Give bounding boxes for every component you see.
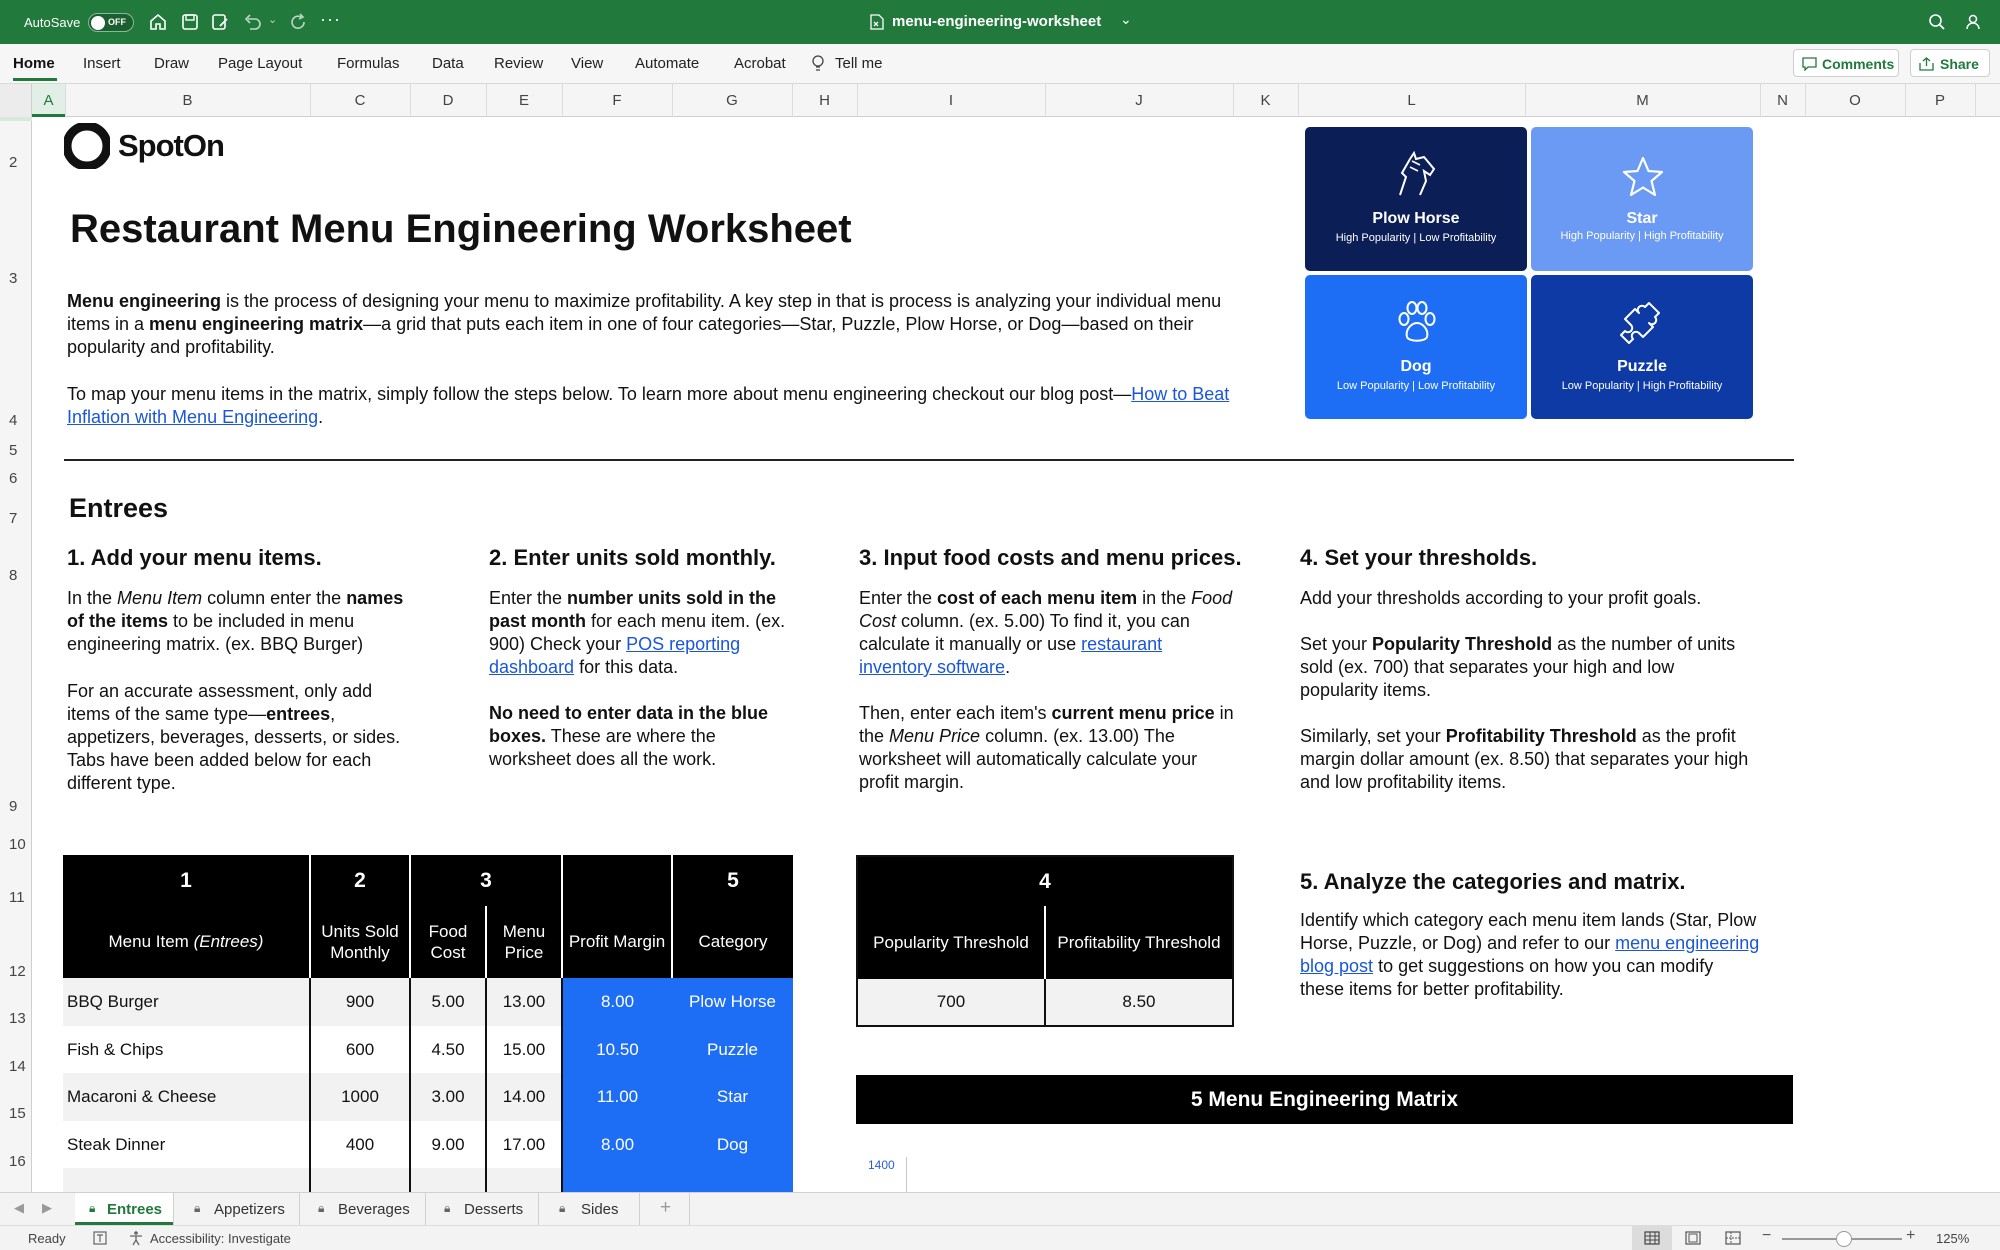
- table-step-number-row: [63, 855, 793, 906]
- header-menu-item[interactable]: Menu Item (Entrees): [63, 906, 310, 978]
- sheet-tab-entrees[interactable]: 🔒︎ Entrees: [75, 1193, 173, 1225]
- row-header[interactable]: 11: [9, 889, 25, 906]
- column-header[interactable]: O: [1849, 92, 1861, 109]
- page-break-view-icon[interactable]: [1725, 1231, 1741, 1245]
- header-profit-margin[interactable]: Profit Margin: [562, 906, 672, 978]
- tab-formulas[interactable]: Formulas: [337, 55, 400, 72]
- undo-dropdown-icon[interactable]: ⌄: [268, 14, 278, 26]
- row-header[interactable]: 7: [9, 510, 18, 527]
- column-header[interactable]: F: [612, 92, 622, 109]
- header-menu-price[interactable]: Menu Price: [486, 906, 562, 978]
- section-divider: [64, 459, 1794, 461]
- cell-menu-price[interactable]: 14.00: [486, 1073, 562, 1121]
- column-header[interactable]: A: [43, 92, 54, 109]
- cell-profit-margin[interactable]: 8.00: [562, 1121, 672, 1168]
- table-row: [63, 1073, 793, 1121]
- step-1-text: In the Menu Item column enter the names of the items to be included in menu engineering matrix. (ex. BBQ Burger): [67, 588, 404, 654]
- paw-icon: [1394, 299, 1440, 345]
- table-row: [63, 1026, 793, 1073]
- tile-title: Star: [1626, 210, 1658, 227]
- step-1-text-2: For an accurate assessment, only add items of the same type—entrees, appetizers, beverages, desserts, or sides. Tabs have been added below for each different type.: [67, 681, 401, 793]
- cell-units-sold[interactable]: 600: [310, 1026, 410, 1073]
- tab-data[interactable]: Data: [432, 55, 464, 72]
- row-header[interactable]: 16: [9, 1153, 26, 1170]
- cell-category[interactable]: Dog: [672, 1121, 793, 1168]
- tile-subtitle: High Popularity | High Profitability: [1560, 230, 1724, 242]
- column-header[interactable]: D: [442, 92, 454, 109]
- tile-title: Plow Horse: [1372, 210, 1460, 227]
- file-name: menu-engineering-worksheet: [892, 13, 1102, 30]
- search-icon[interactable]: [1928, 13, 1946, 31]
- header-profitability-threshold[interactable]: Profitability Threshold: [1057, 932, 1221, 952]
- tab-view[interactable]: View: [571, 55, 604, 72]
- next-sheet-icon[interactable]: ▶: [42, 1200, 52, 1215]
- macro-record-icon[interactable]: [92, 1230, 108, 1246]
- cell-menu-item[interactable]: Fish & Chips: [63, 1026, 310, 1073]
- step-2-text-2: No need to enter data in the blue boxes. These are where the worksheet does all the work.: [489, 703, 769, 769]
- matrix-y-axis: [906, 1157, 907, 1192]
- thresholds-step-number-row: [857, 856, 1233, 906]
- lock-icon: 🔒︎: [559, 1201, 566, 1215]
- lightbulb-icon: [811, 54, 825, 74]
- cell-profit-margin[interactable]: 11.00: [562, 1073, 672, 1121]
- step-5-heading: 5. Analyze the categories and matrix.: [1300, 869, 1686, 894]
- status-ready: Ready: [28, 1231, 66, 1246]
- horse-icon: [1390, 151, 1442, 197]
- step-1-heading: 1. Add your menu items.: [67, 545, 322, 570]
- header-food-cost[interactable]: Food Cost: [410, 906, 486, 978]
- tile-subtitle: Low Popularity | High Profitability: [1561, 380, 1723, 392]
- accessibility-status[interactable]: Accessibility: Investigate: [150, 1231, 291, 1246]
- grid-view-icon: [1644, 1231, 1660, 1245]
- matrix-title: 5 Menu Engineering Matrix: [856, 1075, 1793, 1124]
- sheet-tab-desserts[interactable]: 🔒︎ Desserts: [444, 1201, 524, 1218]
- tile-subtitle: Low Popularity | Low Profitability: [1336, 380, 1496, 392]
- tile-subtitle: High Popularity | Low Profitability: [1335, 232, 1497, 244]
- row-header[interactable]: 10: [9, 836, 26, 853]
- tab-insert[interactable]: Insert: [83, 55, 121, 72]
- row-header[interactable]: 8: [9, 567, 18, 584]
- dog-tile: [1305, 275, 1527, 419]
- autosave-toggle[interactable]: OFF: [88, 13, 134, 32]
- worksheet-grid[interactable]: [32, 117, 2000, 1192]
- step-2-text: Enter the number units sold in the past month for each menu item. (ex. 900) Check your POS reporting dashboard for this data.: [489, 588, 786, 677]
- plow-horse-tile: [1305, 127, 1527, 271]
- row-header[interactable]: 12: [9, 963, 26, 980]
- step-4-heading: 4. Set your thresholds.: [1300, 545, 1538, 570]
- add-sheet-icon[interactable]: +: [660, 1197, 672, 1218]
- header-popularity-threshold[interactable]: Popularity Threshold: [857, 906, 1045, 979]
- cell-food-cost[interactable]: 3.00: [410, 1073, 486, 1121]
- zoom-level[interactable]: 125%: [1936, 1231, 1970, 1246]
- tab-review[interactable]: Review: [494, 55, 544, 72]
- row-header[interactable]: 4: [9, 412, 18, 429]
- zoom-out-button[interactable]: −: [1762, 1227, 1772, 1244]
- step-3-text-2: Then, enter each item's current menu price in the Menu Price column. (ex. 13.00) The worksheet will automatically calculate your profit margin.: [859, 703, 1234, 792]
- step-2-heading: 2. Enter units sold monthly.: [489, 545, 776, 570]
- column-header[interactable]: M: [1636, 92, 1649, 109]
- sheet-tab-sides[interactable]: 🔒︎ Sides: [559, 1201, 619, 1218]
- column-header[interactable]: G: [726, 92, 738, 109]
- star-icon: [1620, 155, 1666, 199]
- column-header[interactable]: L: [1407, 92, 1416, 109]
- step-3-heading: 3. Input food costs and menu prices.: [859, 545, 1242, 570]
- tile-title: Puzzle: [1617, 358, 1667, 375]
- cell-units-sold[interactable]: 1000: [310, 1073, 410, 1121]
- row-header[interactable]: 15: [9, 1105, 26, 1122]
- tab-automate[interactable]: Automate: [635, 55, 700, 72]
- cell-food-cost[interactable]: 9.00: [410, 1121, 486, 1168]
- table-row: [63, 978, 793, 1026]
- cell-menu-price[interactable]: 13.00: [486, 978, 562, 1026]
- spoton-logo-icon: [64, 123, 110, 169]
- row-header[interactable]: 14: [9, 1058, 26, 1075]
- section-title: Entrees: [69, 493, 169, 523]
- thresholds-value-row: [857, 979, 1233, 1026]
- column-header[interactable]: H: [819, 92, 830, 109]
- tab-acrobat[interactable]: Acrobat: [734, 55, 786, 72]
- sheet-tabs-bar: [0, 1192, 2000, 1225]
- edit-icon[interactable]: [210, 12, 230, 32]
- page-layout-view-icon[interactable]: [1685, 1231, 1701, 1245]
- intro-paragraph-2: To map your menu items in the matrix, simply follow the steps below. To learn more about menu engineering checkout our blog post—How to Beat Inflation with Menu Engineering.: [67, 384, 1230, 427]
- column-header[interactable]: J: [1135, 92, 1143, 109]
- popularity-threshold-cell[interactable]: 700: [857, 979, 1045, 1026]
- step-number-cell: 3: [410, 855, 562, 906]
- row-header[interactable]: 9: [9, 798, 18, 815]
- undo-icon[interactable]: [242, 12, 264, 32]
- cell-menu-item[interactable]: BBQ Burger: [63, 978, 310, 1026]
- step-4-text: Add your thresholds according to your profit goals.: [1300, 588, 1702, 608]
- row-header[interactable]: 13: [9, 1010, 26, 1027]
- sheet-tab-appetizers[interactable]: 🔒︎ Appetizers: [194, 1201, 285, 1218]
- tab-home[interactable]: Home: [13, 55, 55, 72]
- header-units-sold[interactable]: Units Sold Monthly: [310, 906, 410, 978]
- lock-icon: 🔒︎: [318, 1201, 325, 1215]
- status-bar: [0, 1225, 2000, 1250]
- lock-icon: 🔒︎: [194, 1201, 201, 1215]
- zoom-in-button[interactable]: +: [1906, 1227, 1916, 1244]
- chevron-down-icon: ⌄: [1120, 11, 1132, 27]
- step-3-text: Enter the cost of each menu item in the Food Cost column. (ex. 5.00) To find it, you can calculate it manually or use restaurant inventory software.: [859, 588, 1233, 677]
- lock-icon: 🔒︎: [89, 1201, 96, 1215]
- column-header[interactable]: E: [518, 92, 529, 109]
- brand-name: SpotOn: [118, 128, 224, 163]
- table-header-row: [63, 906, 793, 978]
- thresholds-header-row: [857, 906, 1233, 979]
- tell-me-search[interactable]: Tell me: [835, 55, 883, 72]
- tab-draw[interactable]: Draw: [154, 55, 190, 72]
- sheet-tab-beverages[interactable]: 🔒︎ Beverages: [318, 1201, 410, 1218]
- select-all-corner[interactable]: [0, 84, 32, 117]
- inventory-software-link[interactable]: restaurant inventory software: [859, 634, 1163, 677]
- cell-menu-price[interactable]: 17.00: [486, 1121, 562, 1168]
- intro-paragraph: Menu engineering is the process of designing your menu to maximize profitability. A key step in that is process is analyzing your individual menu items in a menu engineering matrix—a grid that puts each item in one of four categories—Star, Puzzle, Plow Horse, or Dog—based on their popularity and profitability.: [67, 291, 1222, 357]
- step-number-cell: 2: [310, 855, 410, 906]
- blog-post-link[interactable]: How to Beat Inflation with Menu Engineering: [67, 384, 1230, 427]
- lock-icon: 🔒︎: [444, 1201, 451, 1215]
- entrees-table: [63, 855, 793, 1192]
- redo-icon[interactable]: [288, 12, 308, 32]
- accessibility-icon[interactable]: [128, 1230, 144, 1246]
- share-button[interactable]: Share: [1910, 49, 1990, 77]
- prev-sheet-icon[interactable]: ◀: [14, 1200, 24, 1215]
- cell-category[interactable]: Plow Horse: [672, 978, 793, 1026]
- profitability-threshold-cell[interactable]: 8.50: [1122, 992, 1156, 1011]
- header-category[interactable]: Category: [698, 932, 768, 951]
- step-number-cell: 1: [63, 855, 310, 906]
- row-header[interactable]: 5: [9, 442, 18, 459]
- table-row: [63, 1121, 793, 1168]
- active-tab-indicator: [13, 78, 57, 81]
- step-4-text-2: Set your Popularity Threshold as the number of units sold (ex. 700) that separates your high and low popularity items.: [1300, 634, 1736, 700]
- step-5-text: Identify which category each menu item lands (Star, Plow Horse, Puzzle, or Dog) and refer to our menu engineering blog post to get suggestions on how you can modify these items for better profitability.: [1300, 910, 1760, 999]
- row-header[interactable]: 2: [9, 154, 18, 171]
- cell-category[interactable]: Star: [672, 1073, 793, 1121]
- column-header[interactable]: P: [1934, 92, 1945, 109]
- column-headers: [0, 84, 2000, 117]
- table-row-empty: [63, 1168, 793, 1192]
- row-header[interactable]: 3: [9, 270, 18, 287]
- zoom-slider-thumb[interactable]: [1836, 1231, 1852, 1247]
- column-header[interactable]: B: [182, 92, 193, 109]
- ribbon-tabs: [0, 44, 2000, 84]
- step-4-text-3: Similarly, set your Profitability Threshold as the profit margin dollar amount (ex. 8.50) that separates your high and low profitability items.: [1300, 726, 1749, 792]
- account-icon[interactable]: [1964, 12, 1984, 32]
- excel-file-icon: [870, 14, 884, 30]
- star-tile: [1531, 127, 1753, 271]
- cell-profit-margin[interactable]: 8.00: [562, 978, 672, 1026]
- pos-reporting-link[interactable]: POS reporting dashboard: [489, 634, 741, 677]
- column-header[interactable]: N: [1777, 92, 1788, 109]
- row-header[interactable]: 6: [9, 470, 18, 487]
- step-number-cell: 5: [727, 868, 739, 892]
- cell-menu-item[interactable]: Macaroni & Cheese: [63, 1073, 310, 1121]
- cell-menu-item[interactable]: Steak Dinner: [63, 1121, 310, 1168]
- spoton-logo: [64, 121, 264, 169]
- home-icon[interactable]: [148, 12, 168, 32]
- cell-units-sold[interactable]: 400: [310, 1121, 410, 1168]
- matrix-y-axis-tick: 1400: [868, 1158, 895, 1172]
- page-title: Restaurant Menu Engineering Worksheet: [70, 207, 852, 251]
- row-headers: [0, 117, 32, 1192]
- cell-food-cost[interactable]: 4.50: [410, 1026, 486, 1073]
- autosave-label: AutoSave: [24, 15, 81, 30]
- column-header[interactable]: K: [1260, 92, 1271, 109]
- tile-title: Dog: [1400, 358, 1432, 375]
- row-header-1-collapsed[interactable]: [0, 117, 32, 121]
- puzzle-icon: [1619, 299, 1667, 347]
- title-bar: [0, 0, 2000, 44]
- cell-food-cost[interactable]: 5.00: [410, 978, 486, 1026]
- comments-button[interactable]: Comments: [1793, 49, 1899, 77]
- menu-engineering-blog-link[interactable]: menu engineering blog post: [1300, 933, 1760, 976]
- cell-profit-margin[interactable]: 10.50: [562, 1026, 672, 1073]
- save-icon[interactable]: [180, 12, 200, 32]
- thresholds-table: [856, 855, 1234, 1027]
- cell-menu-price[interactable]: 15.00: [486, 1026, 562, 1073]
- cell-category[interactable]: Puzzle: [672, 1026, 793, 1073]
- tab-page-layout[interactable]: Page Layout: [218, 55, 303, 72]
- step-number-cell: 4: [1039, 869, 1051, 893]
- normal-view-button[interactable]: [1632, 1226, 1672, 1250]
- puzzle-tile: [1531, 275, 1753, 419]
- column-header[interactable]: C: [354, 92, 366, 109]
- column-header[interactable]: I: [948, 92, 954, 109]
- share-icon: [1919, 57, 1934, 71]
- more-icon[interactable]: ···: [320, 9, 341, 29]
- comment-icon: [1802, 57, 1817, 71]
- cell-units-sold[interactable]: 900: [310, 978, 410, 1026]
